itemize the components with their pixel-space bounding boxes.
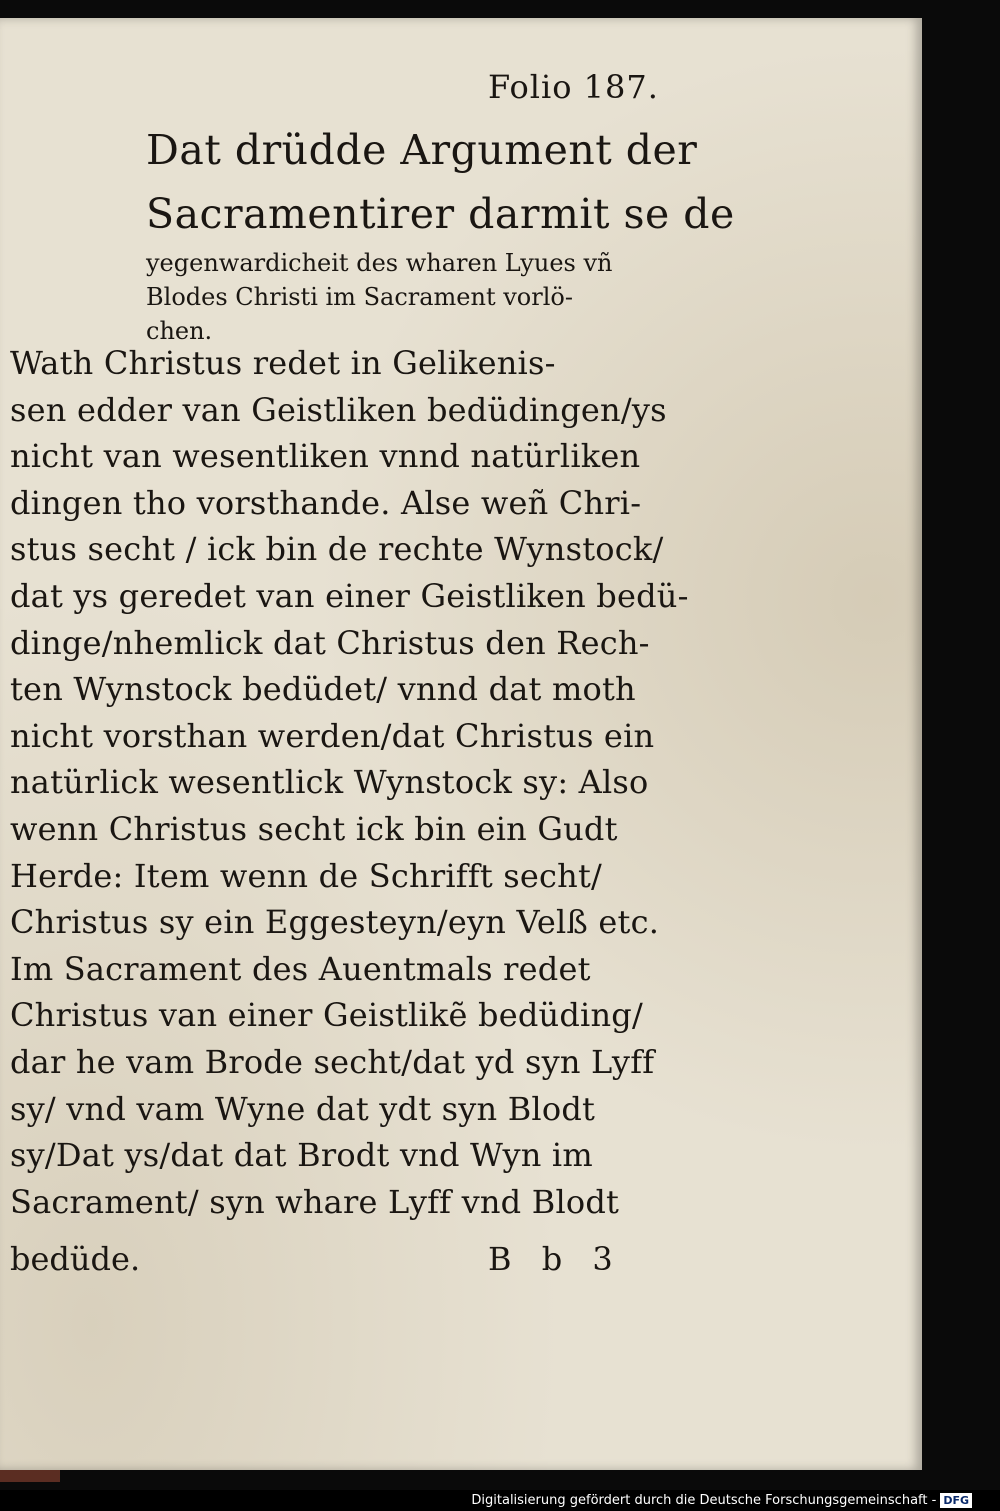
- last-line-row: [10, 1236, 690, 1282]
- credit-text: Digitalisierung gefördert durch die Deutsche Forschungsgemeinschaft -: [471, 1493, 937, 1508]
- chapter-heading: [146, 118, 735, 348]
- text-line: Wath Christus redet in Gelikenis-: [10, 344, 556, 382]
- text-line: dinge/nhemlick dat Christus den Rech-: [10, 623, 650, 662]
- folio-number: Folio 187.: [488, 68, 659, 106]
- text-line: stus secht / ick bin de rechte Wynstock/: [10, 530, 664, 569]
- text-line: dat ys geredet van einer Geistliken bedü-: [10, 576, 689, 615]
- text-line: sy/ vnd vam Wyne dat ydt syn Blodt: [10, 1089, 596, 1128]
- text-line: Christus van einer Geistlikẽ bedüding/: [10, 996, 643, 1035]
- text-line: wenn Christus secht ick bin ein Gudt: [10, 809, 618, 848]
- subheading-line: yegenwardicheit des wharen Lyues vñ: [146, 249, 613, 277]
- text-line: dingen tho vorsthande. Alse weñ Chri-: [10, 483, 642, 522]
- signature-mark: B b 3: [488, 1240, 623, 1278]
- subheading-line: Blodes Christi im Sacrament vorlö-: [146, 283, 573, 311]
- book-page: [0, 18, 922, 1470]
- text-line: Im Sacrament des Auentmals redet: [10, 949, 591, 988]
- text-line: Sacrament/ syn whare Lyff vnd Blodt: [10, 1182, 620, 1221]
- text-line: nicht van wesentliken vnnd natürliken: [10, 437, 641, 476]
- text-line: nicht vorsthan werden/dat Christus ein: [10, 716, 655, 755]
- binding-edge: [0, 1470, 60, 1482]
- text-line: Christus sy ein Eggesteyn/eyn Velß etc.: [10, 903, 660, 942]
- body-text: [10, 340, 700, 1225]
- text-line: sy/Dat ys/dat dat Brodt vnd Wyn im: [10, 1136, 593, 1175]
- heading-line: Dat drüdde Argument der: [146, 126, 698, 174]
- text-line: sen edder van Geistliken bedüdingen/ys: [10, 390, 667, 429]
- text-line: Herde: Item wenn de Schrifft secht/: [10, 856, 603, 895]
- heading-line: Sacramentirer darmit se de: [146, 190, 735, 238]
- text-line: natürlick wesentlick Wynstock sy: Also: [10, 763, 649, 802]
- digitization-credit: [471, 1490, 972, 1511]
- last-text-line: bedüde.: [10, 1240, 141, 1278]
- text-line: dar he vam Brode secht/dat yd syn Lyff: [10, 1042, 655, 1081]
- subheading-line: chen.: [146, 317, 213, 345]
- text-line: ten Wynstock bedüdet/ vnnd dat moth: [10, 670, 636, 709]
- dfg-logo: DFG: [940, 1493, 972, 1508]
